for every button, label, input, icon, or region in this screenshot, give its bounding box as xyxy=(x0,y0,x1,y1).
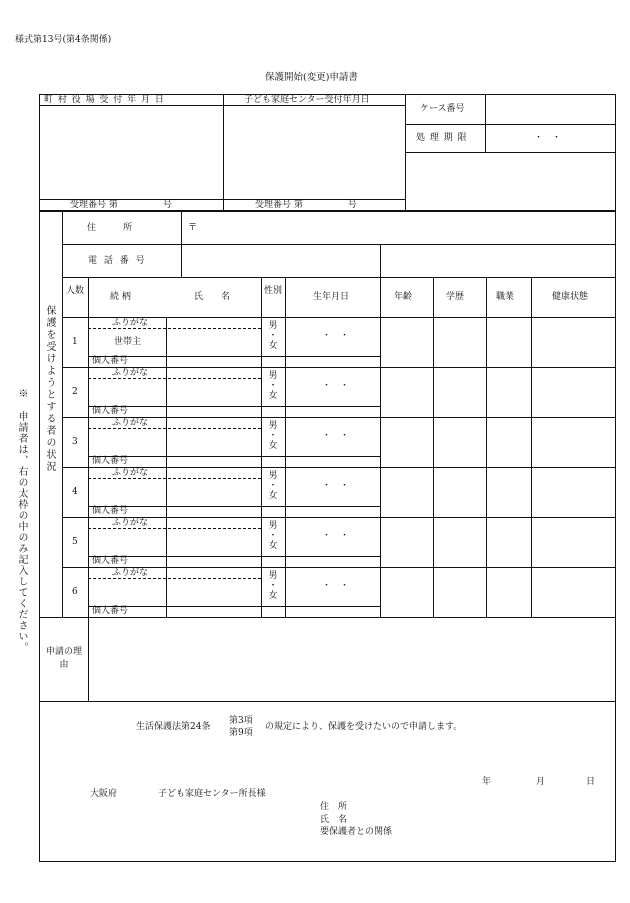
signer-relation-label: 要保護者との関係 xyxy=(320,827,393,837)
case-number-field[interactable] xyxy=(486,95,615,123)
signer-name-label: 氏 名 xyxy=(320,815,348,825)
personal-number-label: 個人番号 xyxy=(92,506,129,516)
sex-separator: ・ xyxy=(268,431,278,441)
personal-number-field[interactable] xyxy=(167,557,379,566)
sex-male[interactable]: 男 xyxy=(268,421,278,431)
birth-date-dots: ・ ・ xyxy=(322,331,350,341)
town-receipt-number: 受理番号 第 号 xyxy=(70,200,172,210)
birth-date-dots: ・ ・ xyxy=(322,481,350,491)
personal-number-field[interactable] xyxy=(167,507,379,516)
form-title: 保護開始(変更)申請書 xyxy=(265,72,358,83)
signer-address-label: 住 所 xyxy=(320,802,348,812)
date-month: 月 xyxy=(536,777,546,787)
education-field[interactable] xyxy=(434,368,485,416)
education-field[interactable] xyxy=(434,418,485,466)
header-health: 健康状態 xyxy=(552,292,589,302)
sex-separator: ・ xyxy=(268,481,278,491)
town-receipt-label: 町 村 役 場 受 付 年 月 日 xyxy=(44,95,165,105)
health-field[interactable] xyxy=(532,318,615,366)
center-receipt-number: 受理番号 第 号 xyxy=(255,200,357,210)
name-field[interactable] xyxy=(167,429,260,455)
name-field[interactable] xyxy=(167,379,260,405)
health-field[interactable] xyxy=(532,518,615,566)
furigana-field[interactable] xyxy=(167,468,260,478)
header-job: 職業 xyxy=(496,292,515,302)
birth-date-dots: ・ ・ xyxy=(322,431,350,441)
header-relation: 続 柄 xyxy=(110,292,131,302)
center-receipt-date-field[interactable] xyxy=(224,106,404,198)
personal-number-field[interactable] xyxy=(167,407,379,416)
birth-date-field[interactable] xyxy=(286,368,379,405)
furigana-field[interactable] xyxy=(167,568,260,578)
job-field[interactable] xyxy=(487,518,530,566)
age-field[interactable] xyxy=(381,368,432,416)
sex-female[interactable]: 女 xyxy=(268,541,278,551)
address-label: 住 所 xyxy=(87,223,133,233)
sex-separator: ・ xyxy=(268,581,278,591)
sex-male[interactable]: 男 xyxy=(268,471,278,481)
job-field[interactable] xyxy=(487,568,530,616)
addressee-prefecture: 大阪府 xyxy=(90,789,118,799)
furigana-label: ふりがな xyxy=(112,468,149,478)
header-sex: 性別 xyxy=(263,286,282,296)
furigana-label: ふりがな xyxy=(112,418,149,428)
sex-male[interactable]: 男 xyxy=(268,321,278,331)
personal-number-field[interactable] xyxy=(167,607,379,616)
sex-female[interactable]: 女 xyxy=(268,491,278,501)
declaration-item-3: 第3項 xyxy=(229,716,253,726)
birth-date-field[interactable] xyxy=(286,568,379,605)
reason-field[interactable] xyxy=(90,619,614,699)
age-field[interactable] xyxy=(381,518,432,566)
birth-date-field[interactable] xyxy=(286,518,379,555)
date-day: 日 xyxy=(586,777,596,787)
furigana-field[interactable] xyxy=(167,318,260,328)
header-name: 氏 名 xyxy=(194,292,231,302)
job-field[interactable] xyxy=(487,468,530,516)
form-number: 様式第13号(第4条関係) xyxy=(15,35,112,45)
age-field[interactable] xyxy=(381,468,432,516)
date-year: 年 xyxy=(482,777,492,787)
header-education: 学歴 xyxy=(446,292,465,302)
personal-number-label: 個人番号 xyxy=(92,556,129,566)
sex-female[interactable]: 女 xyxy=(268,591,278,601)
birth-date-dots: ・ ・ xyxy=(322,381,350,391)
age-field[interactable] xyxy=(381,318,432,366)
name-field[interactable] xyxy=(167,579,260,605)
health-field[interactable] xyxy=(532,568,615,616)
center-receipt-label: 子ども家庭センター受付年月日 xyxy=(244,95,370,105)
row-number: 2 xyxy=(72,387,78,397)
sex-separator: ・ xyxy=(268,531,278,541)
personal-number-field[interactable] xyxy=(167,357,379,366)
declaration-text: の規定により、保護を受けたいので申請します。 xyxy=(265,722,463,732)
addressee-office: 子ども家庭センター所長様 xyxy=(158,789,266,799)
name-field[interactable] xyxy=(167,479,260,505)
postal-mark: 〒 xyxy=(188,223,198,233)
declaration-item-9: 第9項 xyxy=(229,728,253,738)
job-field[interactable] xyxy=(487,318,530,366)
deadline-label: 処 理 期 限 xyxy=(416,133,468,143)
address-field[interactable] xyxy=(200,212,614,243)
header-num: 人数 xyxy=(65,286,84,296)
health-field[interactable] xyxy=(532,418,615,466)
education-field[interactable] xyxy=(434,518,485,566)
applicant-status-label: 保護を受けようとする者の状況 xyxy=(44,305,55,473)
row-number: 3 xyxy=(72,437,78,447)
personal-number-label: 個人番号 xyxy=(92,406,129,416)
education-field[interactable] xyxy=(434,468,485,516)
personal-number-label: 個人番号 xyxy=(92,356,129,366)
sex-separator: ・ xyxy=(268,381,278,391)
phone-label: 電 話 番 号 xyxy=(88,256,147,266)
birth-date-field[interactable] xyxy=(286,418,379,455)
personal-number-label: 個人番号 xyxy=(92,456,129,466)
side-note: ※ 申請者は、右の太枠の中のみ記入してください。 xyxy=(16,388,27,653)
furigana-label: ふりがな xyxy=(112,518,149,528)
job-field[interactable] xyxy=(487,368,530,416)
job-field[interactable] xyxy=(487,418,530,466)
age-field[interactable] xyxy=(381,568,432,616)
health-field[interactable] xyxy=(532,468,615,516)
sex-separator: ・ xyxy=(268,331,278,341)
declaration-law: 生活保護法第24条 xyxy=(136,722,211,732)
furigana-label: ふりがな xyxy=(112,368,149,378)
row-number: 1 xyxy=(72,337,78,347)
sex-female[interactable]: 女 xyxy=(268,341,278,351)
furigana-field[interactable] xyxy=(167,418,260,428)
name-field[interactable] xyxy=(167,329,260,355)
town-receipt-date-field[interactable] xyxy=(40,106,222,198)
personal-number-label: 個人番号 xyxy=(92,606,129,616)
furigana-field[interactable] xyxy=(167,368,260,378)
sex-male[interactable]: 男 xyxy=(268,521,278,531)
reason-label: 申請の理由 xyxy=(45,647,82,670)
health-field[interactable] xyxy=(532,368,615,416)
phone-field[interactable] xyxy=(182,245,379,276)
sex-male[interactable]: 男 xyxy=(268,571,278,581)
furigana-field[interactable] xyxy=(167,518,260,528)
age-field[interactable] xyxy=(381,418,432,466)
sex-female[interactable]: 女 xyxy=(268,441,278,451)
furigana-label: ふりがな xyxy=(112,568,149,578)
header-birth: 生年月日 xyxy=(313,292,350,302)
birth-date-dots: ・ ・ xyxy=(322,531,350,541)
furigana-label: ふりがな xyxy=(112,318,149,328)
name-field[interactable] xyxy=(167,529,260,555)
head-of-household-label: 世帯主 xyxy=(114,337,142,347)
sex-male[interactable]: 男 xyxy=(268,371,278,381)
row-number: 5 xyxy=(72,537,78,547)
row-number: 4 xyxy=(72,487,78,497)
education-field[interactable] xyxy=(434,568,485,616)
birth-date-field[interactable] xyxy=(286,318,379,355)
education-field[interactable] xyxy=(434,318,485,366)
case-number-label: ケース番号 xyxy=(420,104,465,114)
birth-date-field[interactable] xyxy=(286,468,379,505)
header-age: 年齢 xyxy=(394,292,413,302)
birth-date-dots: ・ ・ xyxy=(322,581,350,591)
personal-number-field[interactable] xyxy=(167,457,379,466)
row-number: 6 xyxy=(72,587,78,597)
sex-female[interactable]: 女 xyxy=(268,391,278,401)
deadline-dots: ・ ・ xyxy=(534,133,562,143)
